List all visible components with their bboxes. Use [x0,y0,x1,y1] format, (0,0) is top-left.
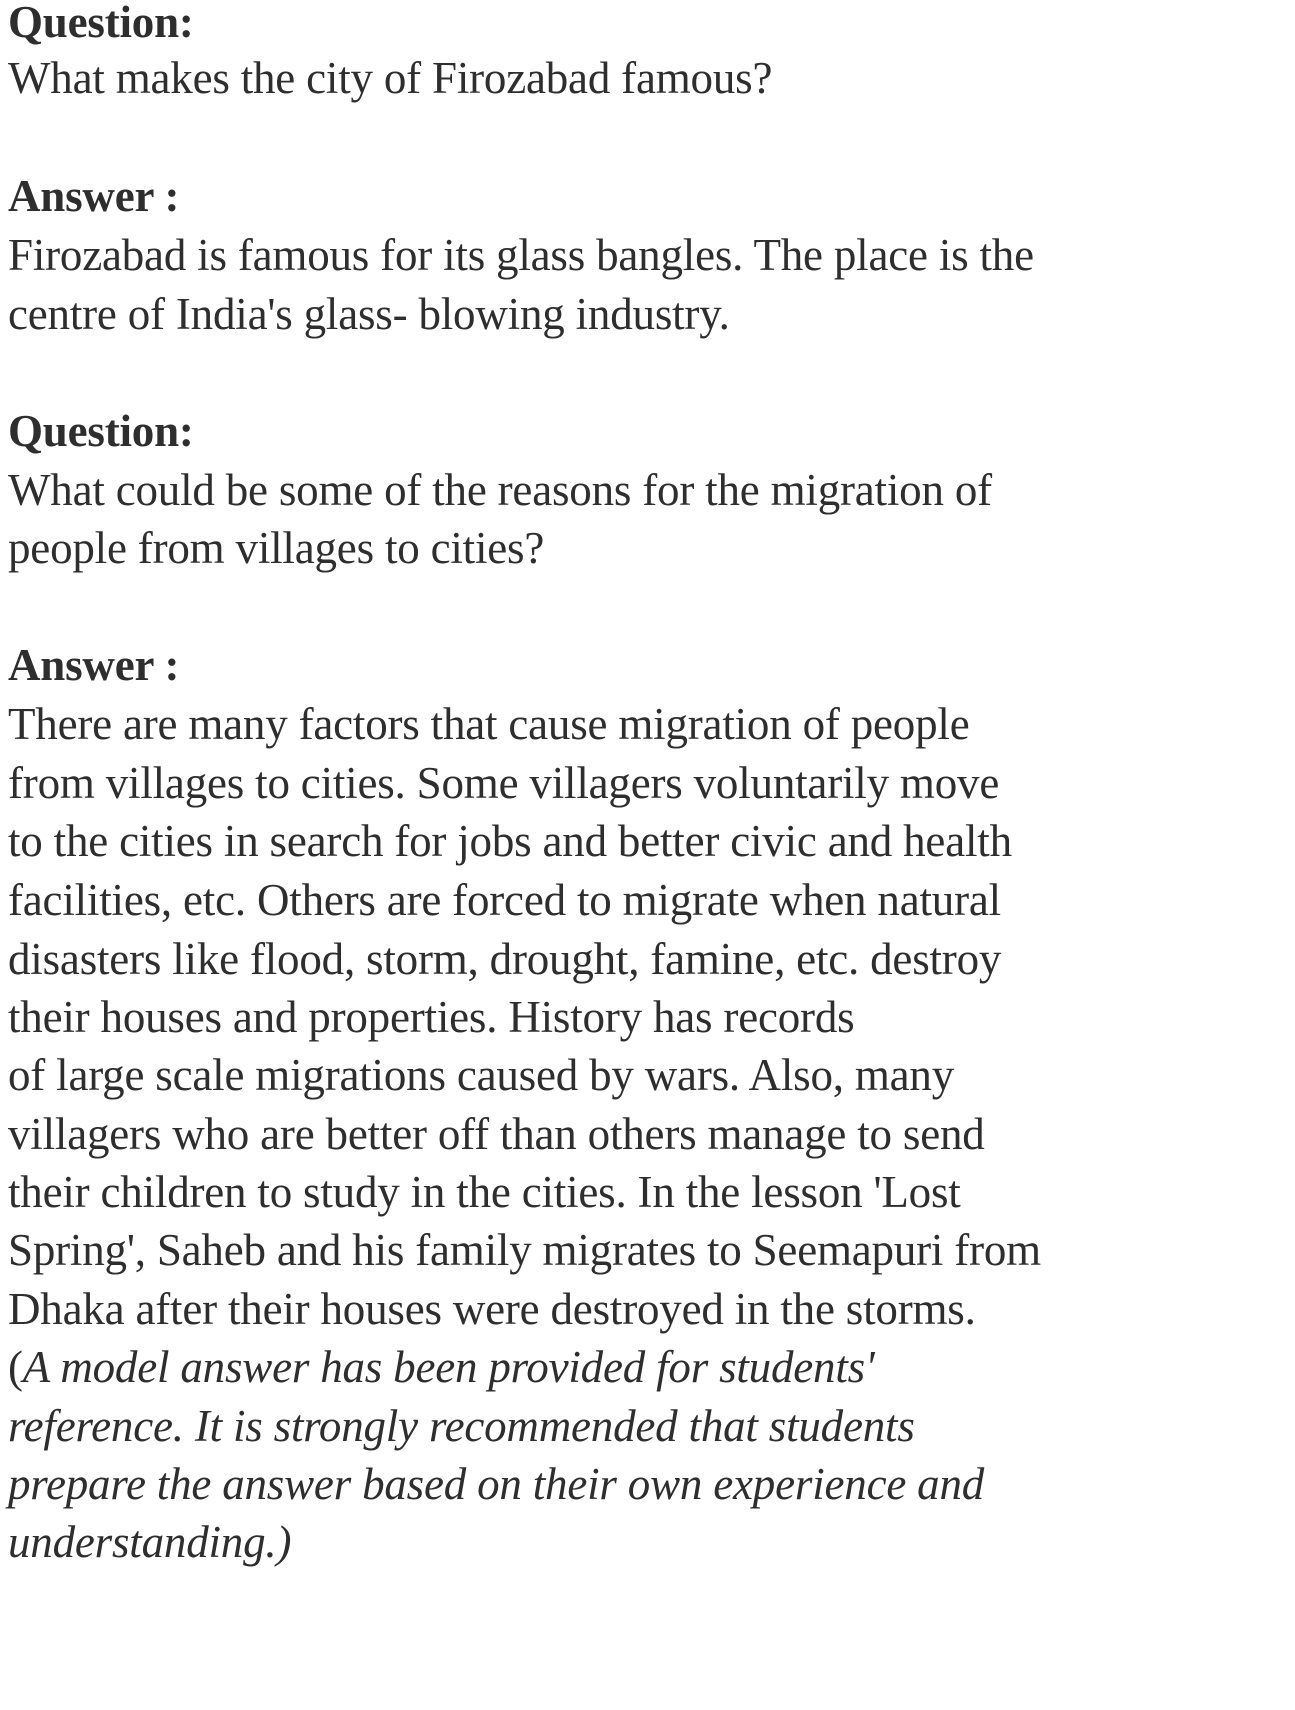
model-answer-note-line-2: reference. It is strongly recommended that students [8,1401,915,1451]
answer-2-line-3: to the cities in search for jobs and better civic and health [8,816,1012,866]
answer-1-label: Answer : [8,171,180,221]
answer-2-label: Answer : [8,640,180,690]
question-1-label: Question: [8,0,194,47]
question-2-line-2: people from villages to cities? [8,523,545,573]
answer-2-line-10: Spring', Saheb and his family migrates to Seemapuri from [8,1225,1041,1275]
answer-2-line-8: villagers who are better off than others manage to send [8,1109,985,1159]
answer-2-line-5: disasters like flood, storm, drought, famine, etc. destroy [8,934,1002,984]
note-open-paren: ( [8,1342,23,1392]
model-answer-note-line-1 [8,1337,874,1397]
note-first-line-text: A model answer has been provided for students' [22,1342,875,1392]
answer-2-line-2: from villages to cities. Some villagers voluntarily move [8,758,1000,808]
answer-1-line-1: Firozabad is famous for its glass bangles. The place is the [8,230,1034,280]
question-1-text: What makes the city of Firozabad famous? [8,53,773,103]
answer-1-line-2: centre of India's glass- blowing industry. [8,289,730,339]
question-2-label: Question: [8,406,194,456]
answer-2-line-4: facilities, etc. Others are forced to migrate when natural [8,875,1001,925]
question-2-line-1: What could be some of the reasons for the migration of [8,465,992,515]
answer-2-line-11: Dhaka after their houses were destroyed in the storms. [8,1284,976,1334]
answer-2-line-9: their children to study in the cities. In the lesson 'Lost [8,1167,961,1217]
model-answer-note-line-3: prepare the answer based on their own experience and [8,1459,985,1509]
answer-2-line-7: of large scale migrations caused by wars. Also, many [8,1050,955,1100]
model-answer-note-line-4: understanding.) [8,1517,292,1567]
answer-2-line-1: There are many factors that cause migration of people [8,699,970,749]
answer-2-line-6: their houses and properties. History has records [8,992,855,1042]
